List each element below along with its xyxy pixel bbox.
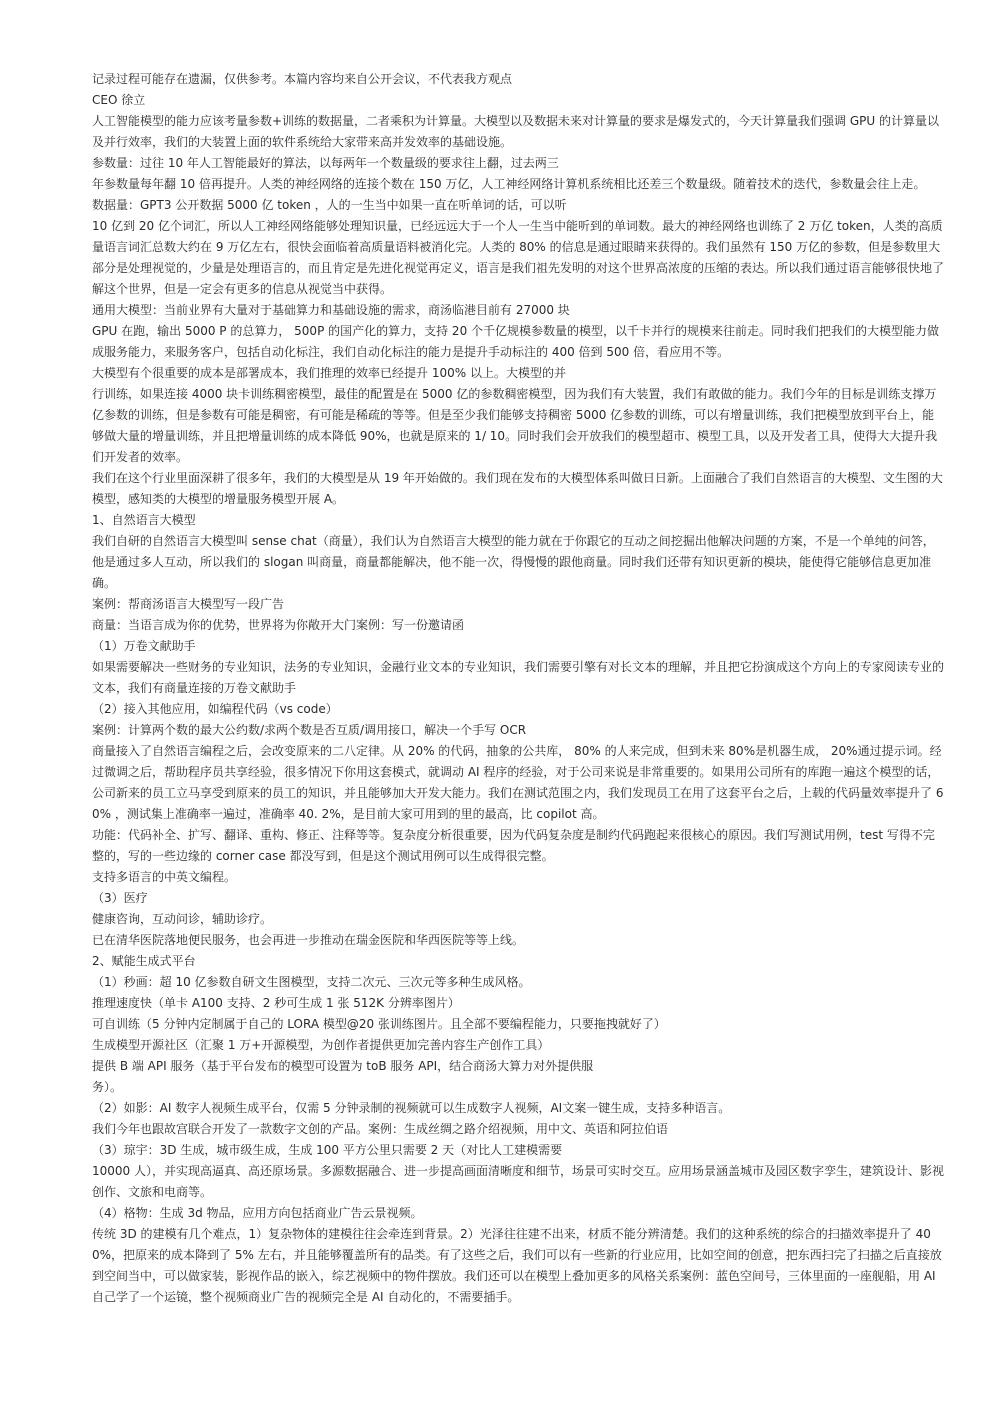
section-heading: 2、赋能生成式平台	[92, 954, 196, 968]
paragraph: 生成模型开源社区（汇聚 1 万+开源模型，为创作者提供更加完善内容生产创作工具）	[92, 1038, 550, 1052]
paragraph: （2）如影：AI 数字人视频生成平台，仅需 5 分钟录制的视频就可以生成数字人视频，AI文案一键生成，支持多种语言。	[92, 1101, 731, 1115]
subheading: （2）接入其他应用，如编程代码（vs code）	[92, 702, 338, 716]
paragraph: （4）格物：生成 3d 物品，应用方向包括商业广告云景视频。	[92, 1206, 423, 1220]
paragraph: （3）琼宇：3D 生成，城市级生成，生成 100 平方公里只需要 2 天（对比人工建模需要	[92, 1143, 563, 1157]
paragraph: 大模型有个很重要的成本是部署成本，我们推理的效率已经提升 100% 以上。大模型的并	[92, 366, 566, 380]
section-heading: 1、自然语言大模型	[92, 513, 196, 527]
paragraph: 通用大模型：当前业界有大量对于基础算力和基础设施的需求，商汤临港目前有 27000 块	[92, 303, 570, 317]
paragraph: 10000 人），并实现高逼真、高还原场景。多源数据融合、进一步提高画面清晰度和细节，场景可实时交互。应用场景涵盖城市及园区数字孪生，建筑设计、影视创作、文旅和电商等。	[92, 1164, 944, 1199]
paragraph: 行训练，如果连接 4000 块卡训练稠密模型，最佳的配置是在 5000 亿的参数稠密模型，因为我们有大装置，我们有敢做的能力。我们今年的目标是训练支撑万亿参数的训练，但是参数有可能是稠密，有可能是稀疏的等等。但是至少我们能够支持稠密 5000 亿参数的训练，可以有增量训练，我们把模型放到平台上，能够做大量的增量训练，并且把增量训练的成本降低 90%，也就是原来的 1/ 10。同时我们会开放我们的模型超市、模型工具，以及开发者工具，使得大大提升我们开发者的效率。	[92, 387, 938, 464]
paragraph: 已在清华医院落地便民服务，也会再进一步推动在瑞金医院和华西医院等等上线。	[92, 933, 525, 947]
speaker-line: CEO 徐立	[92, 93, 146, 107]
paragraph: 可自训练（5 分钟内定制属于自己的 LORA 模型@20 张训练图片。且全部不要编程能力，只要拖拽就好了）	[92, 1017, 666, 1031]
paragraph: 数据量：GPT3 公开数据 5000 亿 token ，人的一生当中如果一直在听单词的话，可以听	[92, 198, 567, 212]
paragraph: 功能：代码补全、扩写、翻译、重构、修正、注释等等。复杂度分析很重要，因为代码复杂度是制约代码跑起来很核心的原因。我们写测试用例，test 写得不完整的，写的一些边缘的 corner case 都没写到，但是这个测试用例可以生成得很完整。	[92, 828, 935, 863]
paragraph: 我们今年也跟故宫联合开发了一款数字文创的产品。案例：生成丝绸之路介绍视频，用中文、英语和阿拉伯语	[92, 1122, 669, 1136]
document-body	[92, 69, 944, 1308]
paragraph: （1）秒画：超 10 亿参数自研文生图模型，支持二次元、三次元等多种生成风格。	[92, 975, 531, 989]
paragraph: 我们自研的自然语言大模型叫 sense chat（商量），我们认为自然语言大模型的能力就在于你跟它的互动之间挖掘出他解决问题的方案，不是一个单纯的问答，他是通过多人互动，所以我们的 slogan 叫商量，商量都能解决，他不能一次，得慢慢的跟他商量。同时我们还带有知识更新的模块，能使得它能够信息更加准确。	[92, 534, 935, 590]
paragraph: 传统 3D 的建模有几个难点，1）复杂物体的建模往往会牵连到背景。2）光泽往往建不出来，材质不能分辨清楚。我们的这种系统的综合的扫描效率提升了 400%，把原来的成本降到了 5% 左右，并且能够覆盖所有的品类。有了这些之后，我们可以有一些新的行业应用，比如空间的创意，把东西扫完了扫描之后直接放到空间当中，可以做家装，影视作品的嵌入，综艺视频中的物件摆放。我们还可以在模型上叠加更多的风格关系案例：蓝色空间号，三体里面的一座舰船，用 AI 自己学了一个运镜，整个视频商业广告的视频完全是 AI 自动化的，不需要插手。	[92, 1227, 942, 1304]
paragraph: 案例：计算两个数的最大公约数/求两个数是否互质/调用接口，解决一个手写 OCR	[92, 723, 527, 737]
paragraph: 如果需要解决一些财务的专业知识，法务的专业知识，金融行业文本的专业知识，我们需要引擎有对长文本的理解，并且把它扮演成这个方向上的专家阅读专业的文本，我们有商量连接的万卷文献助手	[92, 660, 945, 695]
paragraph: 商量：当语言成为你的优势，世界将为你敞开大门案例：写一份邀请函	[92, 618, 465, 632]
paragraph: 人工智能模型的能力应该考量参数+训练的数据量，二者乘积为计算量。大模型以及数据未来对计算量的要求是爆发式的，今天计算量我们强调 GPU 的计算量以及并行效率，我们的大装置上面的软件系统给大家带来高并发效率的基础设施。	[92, 114, 940, 149]
paragraph: 推理速度快（单卡 A100 支持、2 秒可生成 1 张 512K 分辨率图片）	[92, 996, 460, 1010]
paragraph: 年参数量每年翻 10 倍再提升。人类的神经网络的连接个数在 150 万亿，人工神经网络计算机系统相比还差三个数量级。随着技术的迭代，参数量会往上走。	[92, 177, 926, 191]
paragraph: 健康咨询，互动问诊，辅助诊疗。	[92, 912, 273, 926]
disclaimer-line: 记录过程可能存在遗漏，仅供参考。本篇内容均来自公开会议，不代表我方观点	[92, 72, 513, 86]
paragraph: 商量接入了自然语言编程之后，会改变原来的二八定律。从 20% 的代码，抽象的公共库， 80% 的人来完成，但到未来 80%是机器生成， 20%通过提示词。经过微调之后，帮助程序员共享经验，很多情况下你用这套模式，就调动 AI 程序的经验，对于公司来说是非常重要的。如果用公司所有的库跑一遍这个模型的话，公司新来的员工立马享受到原来的员工的知识，并且能够加大开发大能力。我们在测试范围之内，我们发现员工在用了这套平台之后，上载的代码量效率提升了 60% ，测试集上准确率一遍过，准确率 40. 2%，是目前大家可用到的里的最高，比 copilot 高。	[92, 744, 944, 821]
paragraph: 支持多语言的中英文编程。	[92, 870, 237, 884]
paragraph: 提供 B 端 API 服务（基于平台发布的模型可设置为 toB 服务 API，结合商汤大算力对外提供服务）。	[92, 1059, 594, 1094]
paragraph: 我们在这个行业里面深耕了很多年，我们的大模型是从 19 年开始做的。我们现在发布的大模型体系叫做日日新。上面融合了我们自然语言的大模型、文生图的大模型，感知类的大模型的增量服务模型开展 A。	[92, 471, 943, 506]
paragraph: GPU 在跑，输出 5000 P 的总算力， 500P 的国产化的算力，支持 20 个千亿规模参数量的模型，以千卡并行的规模来往前走。同时我们把我们的大模型能力做成服务能力，来服务客户，包括自动化标注，我们自动化标注的能力是提升手动标注的 400 倍到 500 倍，看应用不等。	[92, 324, 940, 359]
subheading: （1）万卷文献助手	[92, 639, 196, 653]
subheading: （3）医疗	[92, 891, 148, 905]
paragraph: 参数量：过往 10 年人工智能最好的算法，以每两年一个数量级的要求往上翻，过去两三	[92, 156, 559, 170]
paragraph: 案例：帮商汤语言大模型写一段广告	[92, 597, 285, 611]
paragraph: 10 亿到 20 亿个词汇，所以人工神经网络能够处理知识量，已经远远大于一个人一生当中能听到的单词数。最大的神经网络也训练了 2 万亿 token，人类的高质量语言词汇总数大约在 9 万亿左右，很快会面临着高质量语料被消化完。人类的 80% 的信息是通过眼睛来获得的。我们虽然有 150 万亿的参数，但是参数里大部分是处理视觉的，少量是处理语言的，而且肯定是先进化视觉再定义，语言是我们祖先发明的对这个世界高浓度的压缩的表达。所以我们通过语言能够很快地了解这个世界，但是一定会有更多的信息从视觉当中获得。	[92, 219, 945, 296]
